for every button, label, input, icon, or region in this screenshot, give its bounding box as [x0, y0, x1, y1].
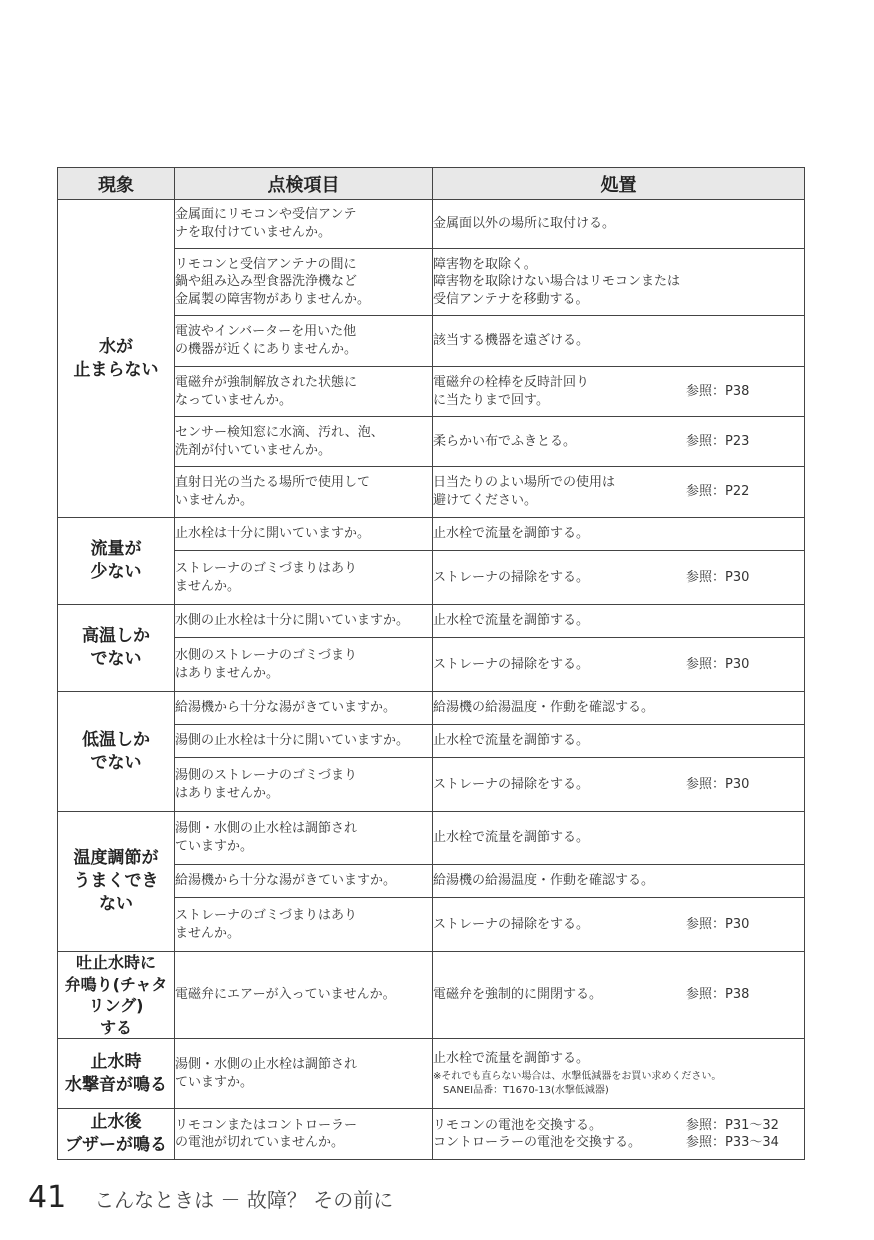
action-text: ストレーナの掃除をする。 — [433, 569, 590, 585]
action-text: ストレーナの掃除をする。 — [433, 656, 590, 672]
check-item-cell: 水側の止水栓は十分に開いていますか。 — [175, 605, 433, 638]
phenomenon-cell: 止水時 水撃音が鳴る — [58, 1039, 175, 1109]
reference-page: 参照：P30 — [686, 776, 750, 792]
check-item-cell: 給湯機から十分な湯がきていますか。 — [175, 865, 433, 898]
reference-page: 参照：P31〜32 参照：P33〜34 — [686, 1117, 779, 1151]
table-row — [58, 952, 805, 1039]
action-cell — [433, 316, 805, 367]
action-text: 電磁弁を強制的に開閉する。 — [433, 987, 603, 1003]
action-cell — [433, 1039, 805, 1109]
header-check-item: 点検項目 — [175, 168, 433, 200]
action-cell — [433, 605, 805, 638]
action-text: 電磁弁の栓棒を反時計回り に当たりまで回す。 — [433, 374, 590, 408]
check-item-cell: 電磁弁にエアーが入っていませんか。 — [175, 952, 433, 1039]
action-cell — [433, 551, 805, 605]
reference-page: 参照：P30 — [686, 916, 750, 932]
action-text: ストレーナの掃除をする。 — [433, 776, 590, 792]
check-item-cell: ストレーナのゴミづまりはあり ませんか。 — [175, 551, 433, 605]
table-row — [58, 692, 805, 725]
action-text: ストレーナの掃除をする。 — [433, 916, 590, 932]
action-cell — [433, 200, 805, 249]
reference-page: 参照：P22 — [686, 484, 750, 500]
reference-page: 参照：P23 — [686, 433, 750, 449]
action-cell — [433, 367, 805, 417]
action-text: 止水栓で流量を調節する。 — [433, 526, 590, 542]
action-cell — [433, 758, 805, 812]
check-item-cell: 給湯機から十分な湯がきていますか。 — [175, 692, 433, 725]
action-text: 止水栓で流量を調節する。 — [433, 1051, 590, 1067]
action-text: 止水栓で流量を調節する。 — [433, 613, 590, 629]
action-text: 止水栓で流量を調節する。 — [433, 733, 590, 749]
phenomenon-cell: 止水後 ブザーが鳴る — [58, 1109, 175, 1160]
action-text: 給湯機の給湯温度・作動を確認する。 — [433, 700, 655, 716]
action-text: リモコンの電池を交換する。 コントローラーの電池を交換する。 — [433, 1117, 642, 1151]
action-text: 日当たりのよい場所での使用は 避けてください。 — [433, 475, 616, 508]
check-item-cell: 金属面にリモコンや受信アンテ ナを取付けていませんか。 — [175, 200, 433, 249]
check-item-cell: 水側のストレーナのゴミづまり はありませんか。 — [175, 638, 433, 692]
check-item-cell: ストレーナのゴミづまりはあり ませんか。 — [175, 898, 433, 952]
check-item-cell: 直射日光の当たる場所で使用して いませんか。 — [175, 467, 433, 518]
reference-page: 参照：P38 — [686, 987, 750, 1003]
header-phenomenon: 現象 — [58, 168, 175, 200]
action-text: 該当する機器を遠ざける。 — [433, 333, 590, 349]
page-footer — [28, 1180, 393, 1215]
header-action: 処置 — [433, 168, 805, 200]
action-cell — [433, 518, 805, 551]
action-cell — [433, 952, 805, 1039]
check-item-cell: リモコンまたはコントローラー の電池が切れていませんか。 — [175, 1109, 433, 1160]
action-note: ※それでも直らない場合は、水撃低減器をお買い求めください。 SANEI品番：T1670-13(水撃低減器) — [433, 1070, 722, 1096]
action-text: 止水栓で流量を調節する。 — [433, 830, 590, 846]
reference-page: 参照：P30 — [686, 569, 750, 585]
reference-page: 参照：P30 — [686, 656, 750, 672]
phenomenon-cell: 温度調節が うまくでき ない — [58, 812, 175, 952]
table-row — [58, 812, 805, 865]
check-item-cell: センサー検知窓に水滴、汚れ、泡、 洗剤が付いていませんか。 — [175, 417, 433, 467]
check-item-cell: 湯側・水側の止水栓は調節され ていますか。 — [175, 812, 433, 865]
check-item-cell: 電磁弁が強制解放された状態に なっていませんか。 — [175, 367, 433, 417]
action-text: 給湯機の給湯温度・作動を確認する。 — [433, 873, 655, 889]
action-text: 金属面以外の場所に取付ける。 — [433, 216, 616, 232]
table-row — [58, 518, 805, 551]
check-item-cell: 止水栓は十分に開いていますか。 — [175, 518, 433, 551]
action-cell — [433, 812, 805, 865]
table-row — [58, 605, 805, 638]
table-row — [58, 1039, 805, 1109]
check-item-cell: 湯側の止水栓は十分に開いていますか。 — [175, 725, 433, 758]
reference-page: 参照：P38 — [686, 383, 750, 399]
phenomenon-cell: 低温しか でない — [58, 692, 175, 812]
table-header-row — [58, 168, 805, 200]
action-cell — [433, 249, 805, 316]
section-title: こんなときは － 故障？ その前に — [94, 1188, 394, 1212]
check-item-cell: リモコンと受信アンテナの間に 鍋や組み込み型食器洗浄機など 金属製の障害物がありませんか。 — [175, 249, 433, 316]
phenomenon-cell: 水が 止まらない — [58, 200, 175, 518]
table-row — [58, 200, 805, 249]
action-text: 障害物を取除く。 障害物を取除けない場合はリモコンまたは 受信アンテナを移動する。 — [433, 256, 681, 307]
phenomenon-cell: 流量が 少ない — [58, 518, 175, 605]
phenomenon-cell: 吐止水時に 弁鳴り(チャタリング) する — [58, 952, 175, 1039]
page-number: 41 — [28, 1180, 67, 1215]
action-cell — [433, 898, 805, 952]
action-cell — [433, 417, 805, 467]
action-cell — [433, 1109, 805, 1160]
table-row — [58, 1109, 805, 1160]
phenomenon-cell: 高温しか でない — [58, 605, 175, 692]
action-cell — [433, 467, 805, 518]
action-cell — [433, 638, 805, 692]
action-cell — [433, 692, 805, 725]
troubleshooting-table — [57, 167, 805, 1160]
action-text: 柔らかい布でふきとる。 — [433, 433, 577, 449]
check-item-cell: 湯側・水側の止水栓は調節され ていますか。 — [175, 1039, 433, 1109]
action-cell — [433, 725, 805, 758]
action-cell — [433, 865, 805, 898]
check-item-cell: 湯側のストレーナのゴミづまり はありませんか。 — [175, 758, 433, 812]
check-item-cell: 電波やインバーターを用いた他 の機器が近くにありませんか。 — [175, 316, 433, 367]
